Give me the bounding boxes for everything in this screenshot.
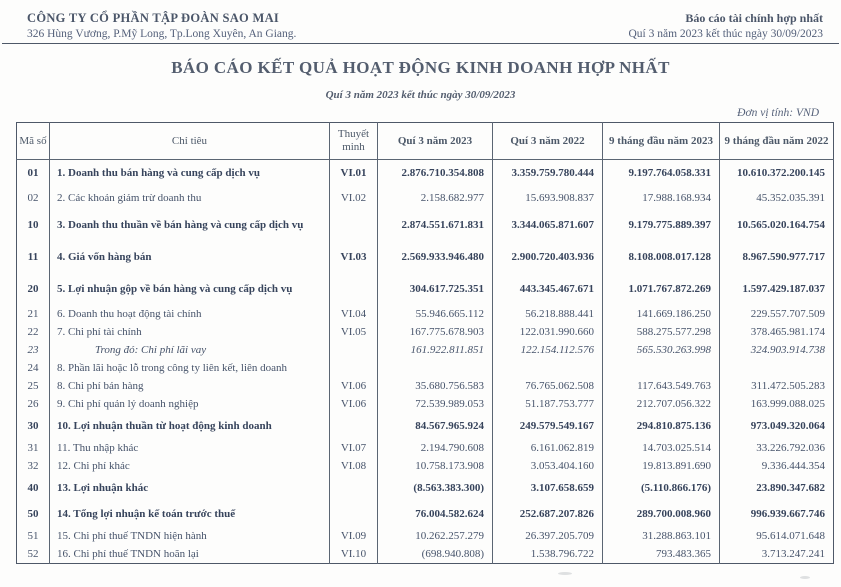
value-9m-2022: 163.999.088.025 [720, 395, 834, 413]
row-label: 1. Doanh thu bán hàng và cung cấp dịch vụ [50, 160, 330, 188]
report-meta-block [628, 11, 831, 40]
value-9m-2023: 212.707.056.322 [603, 395, 720, 413]
table-row [17, 305, 834, 323]
value-q3-2023: 35.680.756.583 [378, 377, 493, 395]
row-note: VI.02 [330, 187, 378, 209]
value-q3-2023: 2.158.682.977 [378, 187, 493, 209]
value-q3-2022: 76.765.062.508 [493, 377, 603, 395]
value-9m-2023: 19.813.891.690 [603, 457, 720, 475]
row-label: Trong đó: Chi phí lãi vay [50, 341, 330, 359]
header-9m-2022: 9 tháng đầu năm 2022 [720, 123, 834, 160]
row-code: 50 [27, 507, 39, 520]
row-label: 11. Thu nhập khác [50, 439, 330, 457]
row-code: 01 [27, 167, 39, 179]
table-row [17, 341, 834, 359]
row-code: 20 [27, 282, 39, 295]
table-row [17, 475, 834, 501]
row-label: 12. Chi phí khác [50, 457, 330, 475]
row-note: VI.10 [330, 545, 378, 564]
value-9m-2023: 565.530.263.998 [603, 341, 720, 359]
value-q3-2022: 26.397.205.709 [493, 527, 603, 545]
row-label: 4. Giá vốn hàng bán [50, 241, 330, 273]
value-q3-2023: 10.758.173.908 [378, 457, 493, 475]
table-header-row [17, 123, 834, 160]
company-name: CÔNG TY CỔ PHẦN TẬP ĐOÀN SAO MAI [27, 11, 280, 25]
table-row [17, 323, 834, 341]
row-code: 32 [27, 459, 39, 472]
value-9m-2022: 378.465.981.174 [720, 323, 834, 341]
value-q3-2023: 161.922.811.851 [378, 341, 493, 359]
header-q3-2022: Quí 3 năm 2022 [493, 123, 603, 160]
value-9m-2023: 14.703.025.514 [603, 439, 720, 457]
table-row [17, 501, 834, 527]
company-address: 326 Hùng Vương, P.Mỹ Long, Tp.Long Xuyên, An Giang. [27, 28, 297, 40]
row-note [330, 359, 378, 377]
value-9m-2023 [603, 359, 720, 377]
value-9m-2022: 1.597.429.187.037 [720, 273, 834, 305]
value-q3-2022: 3.053.404.160 [493, 457, 603, 475]
table-row [17, 273, 834, 305]
row-note: VI.05 [330, 323, 378, 341]
row-label: 15. Chi phí thuế TNDN hiện hành [50, 527, 330, 545]
value-q3-2022: 15.693.908.837 [493, 187, 603, 209]
value-q3-2023: 2.874.551.671.831 [378, 209, 493, 241]
row-note: VI.06 [330, 395, 378, 413]
table-row [17, 160, 834, 188]
value-9m-2022: 33.226.792.036 [720, 439, 834, 457]
value-9m-2022: 229.557.707.509 [720, 305, 834, 323]
value-9m-2022: 3.713.247.241 [720, 545, 834, 564]
value-9m-2023: 31.288.863.101 [603, 527, 720, 545]
value-q3-2023: (698.940.808) [378, 545, 493, 564]
row-code: 31 [27, 441, 39, 454]
scan-artifact [558, 572, 572, 575]
value-q3-2023: 304.617.725.351 [378, 273, 493, 305]
value-9m-2023: 1.071.767.872.269 [603, 273, 720, 305]
value-9m-2022: 10.610.372.200.145 [720, 160, 834, 188]
value-9m-2022: 996.939.667.746 [720, 501, 834, 527]
table-row [17, 457, 834, 475]
currency-unit-note: Đơn vị tính: VND [737, 107, 819, 119]
report-period-label: Quí 3 năm 2023 kết thúc ngày 30/09/2023 [628, 28, 823, 40]
scan-artifact [800, 576, 810, 579]
header-q3-2023: Quí 3 năm 2023 [378, 123, 493, 160]
row-note: VI.04 [330, 305, 378, 323]
value-9m-2023: 141.669.186.250 [603, 305, 720, 323]
value-q3-2022 [493, 359, 603, 377]
table-row [17, 187, 834, 209]
report-title: BÁO CÁO KẾT QUẢ HOẠT ĐỘNG KINH DOANH HỢP NHẤT [171, 58, 670, 77]
row-code: 02 [27, 191, 39, 204]
value-q3-2022: 2.900.720.403.936 [493, 241, 603, 273]
value-q3-2022: 1.538.796.722 [493, 545, 603, 564]
income-statement-table [16, 122, 834, 564]
value-q3-2023: 55.946.665.112 [378, 305, 493, 323]
value-q3-2022: 3.344.065.871.607 [493, 209, 603, 241]
row-label: 8. Chi phí bán hàng [50, 377, 330, 395]
row-code: 24 [27, 361, 39, 374]
row-code: 52 [27, 547, 39, 560]
row-note [330, 413, 378, 439]
value-9m-2023: (5.110.866.176) [603, 475, 720, 501]
value-9m-2022: 311.472.505.283 [720, 377, 834, 395]
value-q3-2023: 10.262.257.279 [378, 527, 493, 545]
row-code: 23 [27, 343, 39, 356]
value-q3-2022: 122.031.990.660 [493, 323, 603, 341]
row-label: 3. Doanh thu thuần về bán hàng và cung cấp dịch vụ [50, 209, 330, 241]
row-code: 22 [27, 325, 39, 338]
value-9m-2023: 9.197.764.058.331 [603, 160, 720, 188]
row-label: 5. Lợi nhuận gộp về bán hàng và cung cấp dịch vụ [50, 273, 330, 305]
table-row [17, 209, 834, 241]
value-9m-2022: 10.565.020.164.754 [720, 209, 834, 241]
row-code: 21 [27, 307, 39, 320]
row-label: 7. Chi phí tài chính [50, 323, 330, 341]
header-thuyet-minh: Thuyết minh [330, 123, 378, 160]
row-label: 14. Tổng lợi nhuận kế toán trước thuế [50, 501, 330, 527]
table-row [17, 545, 834, 564]
value-q3-2023 [378, 359, 493, 377]
value-q3-2022: 249.579.549.167 [493, 413, 603, 439]
row-code: 11 [27, 250, 39, 263]
header-divider [2, 43, 839, 44]
document-header [0, 0, 841, 40]
company-block [27, 11, 296, 40]
row-note: VI.01 [330, 160, 378, 188]
value-q3-2022: 3.107.658.659 [493, 475, 603, 501]
value-9m-2023: 9.179.775.889.397 [603, 209, 720, 241]
row-code: 26 [27, 397, 39, 410]
row-label: 10. Lợi nhuận thuần từ hoạt động kinh doanh [50, 413, 330, 439]
value-q3-2023: 76.004.582.624 [378, 501, 493, 527]
table-row [17, 377, 834, 395]
value-q3-2023: 2.569.933.946.480 [378, 241, 493, 273]
value-9m-2023: 17.988.168.934 [603, 187, 720, 209]
value-q3-2022: 6.161.062.819 [493, 439, 603, 457]
row-note: VI.07 [330, 439, 378, 457]
row-note [330, 273, 378, 305]
value-9m-2022: 23.890.347.682 [720, 475, 834, 501]
row-label: 16. Chi phí thuế TNDN hoãn lại [50, 545, 330, 564]
table-row [17, 241, 834, 273]
table-row [17, 359, 834, 377]
value-9m-2023: 588.275.577.298 [603, 323, 720, 341]
table-row [17, 413, 834, 439]
row-note [330, 475, 378, 501]
row-code: 30 [27, 419, 39, 432]
row-label: 8. Phần lãi hoặc lỗ trong công ty liên kết, liên doanh [50, 359, 330, 377]
value-9m-2023: 294.810.875.136 [603, 413, 720, 439]
row-note: VI.08 [330, 457, 378, 475]
value-q3-2023: (8.563.383.300) [378, 475, 493, 501]
value-q3-2022: 443.345.467.671 [493, 273, 603, 305]
value-9m-2022: 9.336.444.354 [720, 457, 834, 475]
value-q3-2023: 2.194.790.608 [378, 439, 493, 457]
report-subtitle: Quí 3 năm 2023 kết thúc ngày 30/09/2023 [325, 89, 516, 101]
table-row [17, 527, 834, 545]
value-9m-2022: 973.049.320.064 [720, 413, 834, 439]
value-q3-2022: 252.687.207.826 [493, 501, 603, 527]
row-code: 51 [27, 529, 39, 542]
value-q3-2023: 167.775.678.903 [378, 323, 493, 341]
row-code: 10 [27, 218, 39, 231]
row-label: 6. Doanh thu hoạt động tài chính [50, 305, 330, 323]
header-9m-2023: 9 tháng đầu năm 2023 [603, 123, 720, 160]
value-q3-2023: 2.876.710.354.808 [378, 160, 493, 188]
value-9m-2023: 289.700.008.960 [603, 501, 720, 527]
value-q3-2023: 72.539.989.053 [378, 395, 493, 413]
value-q3-2022: 56.218.888.441 [493, 305, 603, 323]
row-code: 40 [27, 481, 39, 494]
value-q3-2023: 84.567.965.924 [378, 413, 493, 439]
value-9m-2023: 117.643.549.763 [603, 377, 720, 395]
value-9m-2022: 8.967.590.977.717 [720, 241, 834, 273]
value-9m-2022: 324.903.914.738 [720, 341, 834, 359]
header-chi-tieu: Chỉ tiêu [50, 123, 330, 160]
row-label: 2. Các khoản giảm trừ doanh thu [50, 187, 330, 209]
value-9m-2022: 45.352.035.391 [720, 187, 834, 209]
row-code: 25 [27, 379, 39, 392]
row-note: VI.09 [330, 527, 378, 545]
value-q3-2022: 51.187.753.777 [493, 395, 603, 413]
row-label: 13. Lợi nhuận khác [50, 475, 330, 501]
value-9m-2022: 95.614.071.648 [720, 527, 834, 545]
table-body [17, 160, 834, 564]
report-type-label: Báo cáo tài chính hợp nhất [685, 11, 823, 25]
value-q3-2022: 3.359.759.780.444 [493, 160, 603, 188]
value-9m-2023: 793.483.365 [603, 545, 720, 564]
table-row [17, 395, 834, 413]
value-9m-2022 [720, 359, 834, 377]
value-9m-2023: 8.108.008.017.128 [603, 241, 720, 273]
row-note: VI.03 [330, 241, 378, 273]
table-row [17, 439, 834, 457]
row-note: VI.06 [330, 377, 378, 395]
value-q3-2022: 122.154.112.576 [493, 341, 603, 359]
row-note [330, 341, 378, 359]
row-note [330, 501, 378, 527]
row-label: 9. Chi phí quản lý doanh nghiệp [50, 395, 330, 413]
header-ma-so: Mã số [19, 134, 47, 147]
row-note [330, 209, 378, 241]
